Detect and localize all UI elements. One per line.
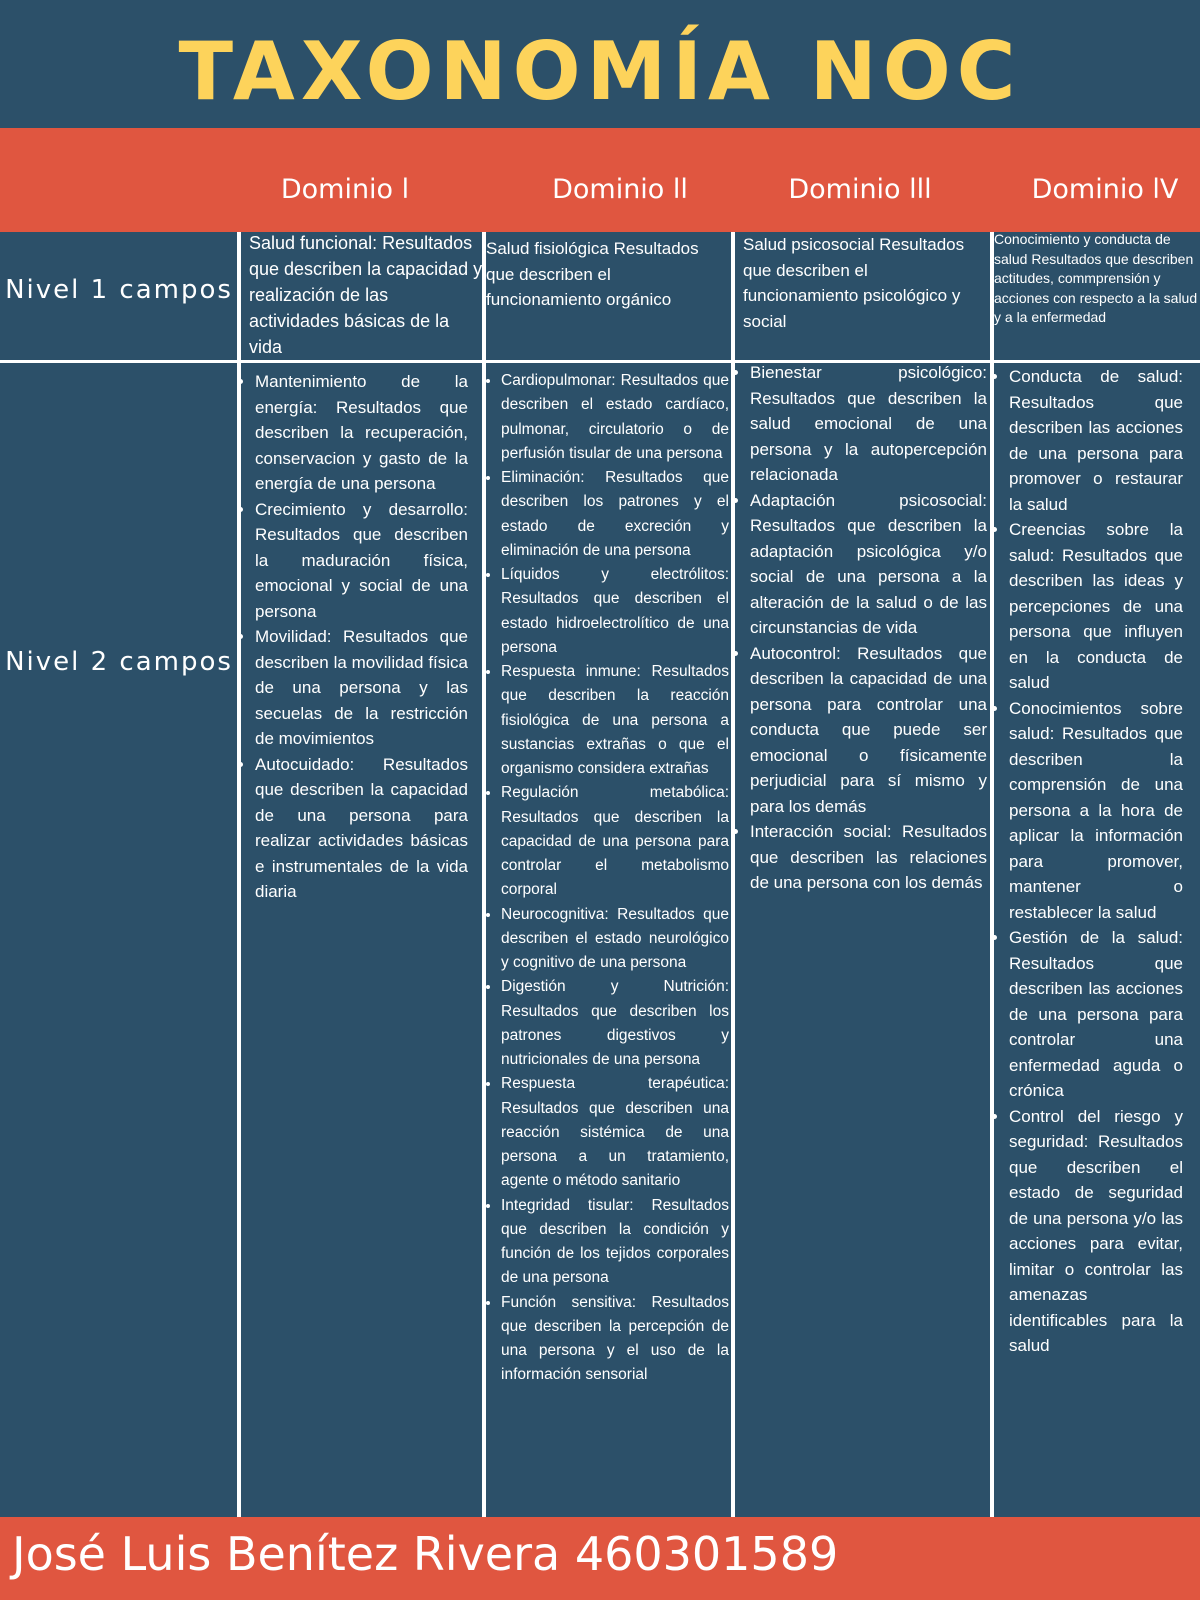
list-item: • Eliminación: Resultados que describen los patrones y el estado de excreción y eliminación de una persona: [501, 466, 729, 563]
list-item: • Autocuidado: Resultados que describen la capacidad de una persona para realizar actividades básicas e instrumentales de la vida diaria: [255, 752, 468, 905]
footer-band: [0, 1517, 1200, 1600]
nivel2-dominio-3: [733, 360, 987, 896]
list-item: • Cardiopulmonar: Resultados que describen el estado cardíaco, pulmonar, circulatorio o de perfusión tisular de una persona: [501, 369, 729, 466]
row-label-nivel-1: Nivel 1 campos: [5, 275, 233, 305]
domain-3-header: Dominio lll: [788, 174, 932, 205]
domain-header-band: [0, 128, 1200, 232]
list-item: • Control del riesgo y seguridad: Resultados que describen el estado de seguridad de una persona y/o las acciones para evitar, limitar o controlar las amenazas identificables para la salud: [1009, 1104, 1183, 1359]
list-item: • Adaptación psicosocial: Resultados que describen la adaptación psicológica y/o social de una persona a la alteración de la salud o de las circunstancias de vida: [750, 488, 987, 641]
nivel1-dominio-4: Conocimiento y conducta de salud Resultados que describen actitudes, commprensión y acciones con respecto a la salud y a la enfermedad: [994, 231, 1198, 326]
title-bar: [0, 0, 1200, 128]
list-item: • Conducta de salud: Resultados que describen las acciones de una persona para promover o restaurar la salud: [1009, 364, 1183, 517]
list-item: • Bienestar psicológico: Resultados que describen la salud emocional de una persona y la autopercepción relacionada: [750, 360, 987, 488]
list-item: • Integridad tisular: Resultados que describen la condición y función de los tejidos corporales de una persona: [501, 1194, 729, 1291]
row-label-nivel-2: Nivel 2 campos: [5, 647, 233, 677]
page-title: TAXONOMÍA NOC: [178, 24, 1022, 118]
list-item: • Gestión de la salud: Resultados que describen las acciones de una persona para controlar una enfermedad aguda o crónica: [1009, 925, 1183, 1104]
list-item: • Función sensitiva: Resultados que describen la percepción de una persona y el uso de la información sensorial: [501, 1291, 729, 1388]
list-item: • Digestión y Nutrición: Resultados que describen los patrones digestivos y nutricionales de una persona: [501, 975, 729, 1072]
author-name: José Luis Benítez Rivera 460301589: [12, 1527, 839, 1581]
row-divider: [0, 360, 1200, 363]
list-item: • Respuesta inmune: Resultados que describen la reacción fisiológica de una persona a sustancias extrañas o que el organismo considera extrañas: [501, 660, 729, 781]
domain-2-header: Dominio ll: [552, 174, 688, 205]
list-item: • Mantenimiento de la energía: Resultados que describen la recuperación, conservacion y gasto de la energía de una persona: [255, 369, 468, 497]
list-item: • Regulación metabólica: Resultados que describen la capacidad de una persona para controlar el metabolismo corporal: [501, 781, 729, 902]
nivel1-dominio-3: Salud psicosocial Resultados que describen el funcionamiento psicológico y social: [743, 235, 965, 331]
nivel2-dominio-4: [992, 364, 1183, 1359]
list-item: • Autocontrol: Resultados que describen la capacidad de una persona para controlar una conducta que puede ser emocional o físicamente perjudicial para sí mismo y para los demás: [750, 641, 987, 820]
list-item: • Movilidad: Resultados que describen la movilidad física de una persona y las secuelas de la restricción de movimientos: [255, 624, 468, 752]
nivel2-dominio-1: [238, 369, 468, 905]
nivel1-dominio-2: Salud fisiológica Resultados que describen el funcionamiento orgánico: [486, 239, 699, 309]
list-item: • Líquidos y electrólitos: Resultados que describen el estado hidroelectrolítico de una persona: [501, 563, 729, 660]
list-item: • Neurocognitiva: Resultados que describen el estado neurológico y cognitivo de una persona: [501, 903, 729, 976]
domain-4-header: Dominio lV: [1031, 174, 1179, 205]
list-item: • Crecimiento y desarrollo: Resultados que describen la maduración física, emocional y social de una persona: [255, 497, 468, 625]
list-item: • Conocimientos sobre salud: Resultados que describen la comprensión de una persona a la hora de aplicar la información para promover, mantener o restablecer la salud: [1009, 696, 1183, 926]
nivel1-dominio-1: Salud funcional: Resultados que describen la capacidad y realización de las actividades básicas de la vida: [249, 233, 483, 358]
list-item: • Interacción social: Resultados que describen las relaciones de una persona con los demás: [750, 819, 987, 896]
list-item: • Creencias sobre la salud: Resultados que describen las ideas y percepciones de una persona que influyen en la conducta de salud: [1009, 517, 1183, 696]
nivel2-dominio-2: [484, 369, 729, 1388]
domain-1-header: Dominio l: [280, 174, 410, 205]
list-item: • Respuesta terapéutica: Resultados que describen una reacción sistémica de una persona a un tratamiento, agente o método sanitario: [501, 1072, 729, 1193]
